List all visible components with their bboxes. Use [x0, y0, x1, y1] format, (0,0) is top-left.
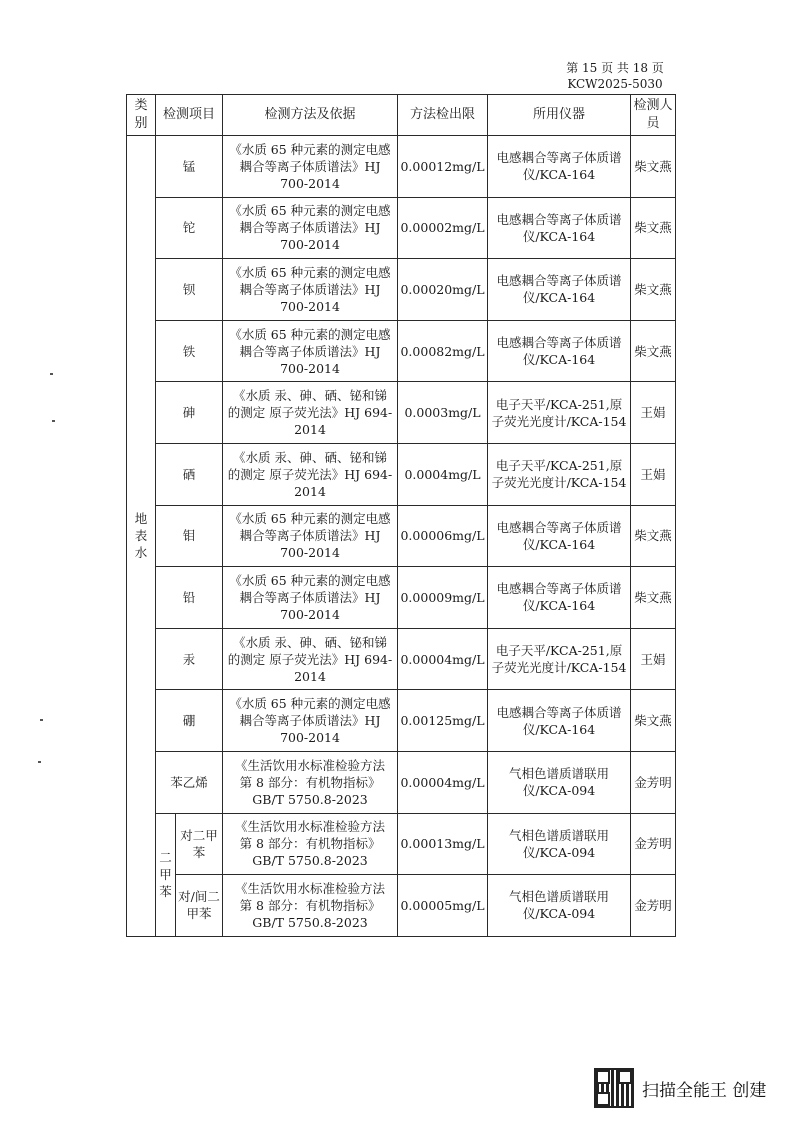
instrument-cell: 电子天平/KCA-251,原子荧光光度计/KCA-154 — [488, 382, 631, 444]
header-item: 检测项目 — [156, 95, 223, 136]
header-instrument: 所用仪器 — [488, 95, 631, 136]
table-row — [127, 443, 676, 505]
method-cell: 《水质 65 种元素的测定电感耦合等离子体质谱法》HJ 700-2014 — [223, 259, 398, 321]
method-cell: 《水质 65 种元素的测定电感耦合等离子体质谱法》HJ 700-2014 — [223, 567, 398, 629]
header-person: 检测人员 — [631, 95, 676, 136]
item-cell: 汞 — [156, 628, 223, 690]
method-cell: 《水质 汞、砷、硒、铋和锑的测定 原子荧光法》HJ 694-2014 — [223, 443, 398, 505]
scan-speck — [40, 719, 43, 721]
scan-speck — [52, 420, 55, 422]
test-method-table — [126, 94, 676, 937]
limit-cell: 0.00009mg/L — [398, 567, 488, 629]
qr-code-icon — [594, 1068, 634, 1108]
instrument-cell: 电感耦合等离子体质谱仪/KCA-164 — [488, 320, 631, 382]
table-row — [127, 751, 676, 813]
method-cell: 《水质 65 种元素的测定电感耦合等离子体质谱法》HJ 700-2014 — [223, 197, 398, 259]
method-cell: 《水质 汞、砷、硒、铋和锑的测定 原子荧光法》HJ 694-2014 — [223, 382, 398, 444]
item-cell: 砷 — [156, 382, 223, 444]
limit-cell: 0.0003mg/L — [398, 382, 488, 444]
header-limit: 方法检出限 — [398, 95, 488, 136]
item-cell: 对二甲苯 — [176, 813, 223, 875]
limit-cell: 0.00006mg/L — [398, 505, 488, 567]
item-cell: 硒 — [156, 443, 223, 505]
instrument-cell: 气相色谱质谱联用仪/KCA-094 — [488, 813, 631, 875]
table-row — [127, 813, 676, 875]
table-row — [127, 628, 676, 690]
instrument-cell: 电感耦合等离子体质谱仪/KCA-164 — [488, 197, 631, 259]
person-cell: 金芳明 — [631, 813, 676, 875]
limit-cell: 0.00012mg/L — [398, 136, 488, 198]
scanner-watermark — [594, 1068, 766, 1108]
item-cell: 铊 — [156, 197, 223, 259]
person-cell: 柴文燕 — [631, 136, 676, 198]
person-cell: 柴文燕 — [631, 505, 676, 567]
table-row — [127, 382, 676, 444]
instrument-cell: 气相色谱质谱联用仪/KCA-094 — [488, 875, 631, 937]
limit-cell: 0.0004mg/L — [398, 443, 488, 505]
method-cell: 《水质 65 种元素的测定电感耦合等离子体质谱法》HJ 700-2014 — [223, 136, 398, 198]
instrument-cell: 电感耦合等离子体质谱仪/KCA-164 — [488, 567, 631, 629]
person-cell: 柴文燕 — [631, 567, 676, 629]
instrument-cell: 气相色谱质谱联用仪/KCA-094 — [488, 751, 631, 813]
limit-cell: 0.00020mg/L — [398, 259, 488, 321]
person-cell: 柴文燕 — [631, 259, 676, 321]
method-cell: 《水质 65 种元素的测定电感耦合等离子体质谱法》HJ 700-2014 — [223, 320, 398, 382]
instrument-cell: 电子天平/KCA-251,原子荧光光度计/KCA-154 — [488, 443, 631, 505]
table-header-row — [127, 95, 676, 136]
page-info: 第 15 页 共 18 页 — [566, 61, 664, 75]
table-row — [127, 197, 676, 259]
person-cell: 王娟 — [631, 382, 676, 444]
instrument-cell: 电感耦合等离子体质谱仪/KCA-164 — [488, 259, 631, 321]
method-cell: 《生活饮用水标准检验方法 第 8 部分：有机物指标》GB/T 5750.8-2023 — [223, 751, 398, 813]
item-cell: 钼 — [156, 505, 223, 567]
instrument-cell: 电感耦合等离子体质谱仪/KCA-164 — [488, 136, 631, 198]
scan-speck — [38, 761, 41, 763]
table-row — [127, 136, 676, 198]
item-cell: 钡 — [156, 259, 223, 321]
table-row — [127, 567, 676, 629]
limit-cell: 0.00002mg/L — [398, 197, 488, 259]
person-cell: 柴文燕 — [631, 690, 676, 752]
xylene-group-cell: 二 甲 苯 — [156, 813, 176, 936]
limit-cell: 0.00005mg/L — [398, 875, 488, 937]
page-header — [560, 60, 670, 92]
limit-cell: 0.00004mg/L — [398, 751, 488, 813]
method-cell: 《生活饮用水标准检验方法 第 8 部分：有机物指标》GB/T 5750.8-2023 — [223, 813, 398, 875]
limit-cell: 0.00082mg/L — [398, 320, 488, 382]
person-cell: 金芳明 — [631, 751, 676, 813]
instrument-cell: 电感耦合等离子体质谱仪/KCA-164 — [488, 505, 631, 567]
table-row — [127, 320, 676, 382]
method-cell: 《水质 65 种元素的测定电感耦合等离子体质谱法》HJ 700-2014 — [223, 690, 398, 752]
item-cell: 铁 — [156, 320, 223, 382]
table-row — [127, 690, 676, 752]
header-method: 检测方法及依据 — [223, 95, 398, 136]
category-cell: 地 表 水 — [127, 136, 156, 937]
table-row — [127, 505, 676, 567]
table-row — [127, 875, 676, 937]
person-cell: 王娟 — [631, 443, 676, 505]
table-row — [127, 259, 676, 321]
method-cell: 《生活饮用水标准检验方法 第 8 部分：有机物指标》GB/T 5750.8-2023 — [223, 875, 398, 937]
method-cell: 《水质 65 种元素的测定电感耦合等离子体质谱法》HJ 700-2014 — [223, 505, 398, 567]
scan-speck — [50, 373, 53, 375]
person-cell: 柴文燕 — [631, 197, 676, 259]
person-cell: 王娟 — [631, 628, 676, 690]
item-cell: 对/间二甲苯 — [176, 875, 223, 937]
limit-cell: 0.00004mg/L — [398, 628, 488, 690]
item-cell: 硼 — [156, 690, 223, 752]
instrument-cell: 电感耦合等离子体质谱仪/KCA-164 — [488, 690, 631, 752]
item-cell: 铅 — [156, 567, 223, 629]
limit-cell: 0.00013mg/L — [398, 813, 488, 875]
limit-cell: 0.00125mg/L — [398, 690, 488, 752]
scanner-label: 扫描全能王 创建 — [642, 1080, 767, 1101]
person-cell: 柴文燕 — [631, 320, 676, 382]
report-number: KCW2025-5030 — [567, 77, 663, 91]
instrument-cell: 电子天平/KCA-251,原子荧光光度计/KCA-154 — [488, 628, 631, 690]
item-cell: 锰 — [156, 136, 223, 198]
item-cell: 苯乙烯 — [156, 751, 223, 813]
header-category: 类别 — [127, 95, 156, 136]
person-cell: 金芳明 — [631, 875, 676, 937]
method-cell: 《水质 汞、砷、硒、铋和锑的测定 原子荧光法》HJ 694-2014 — [223, 628, 398, 690]
